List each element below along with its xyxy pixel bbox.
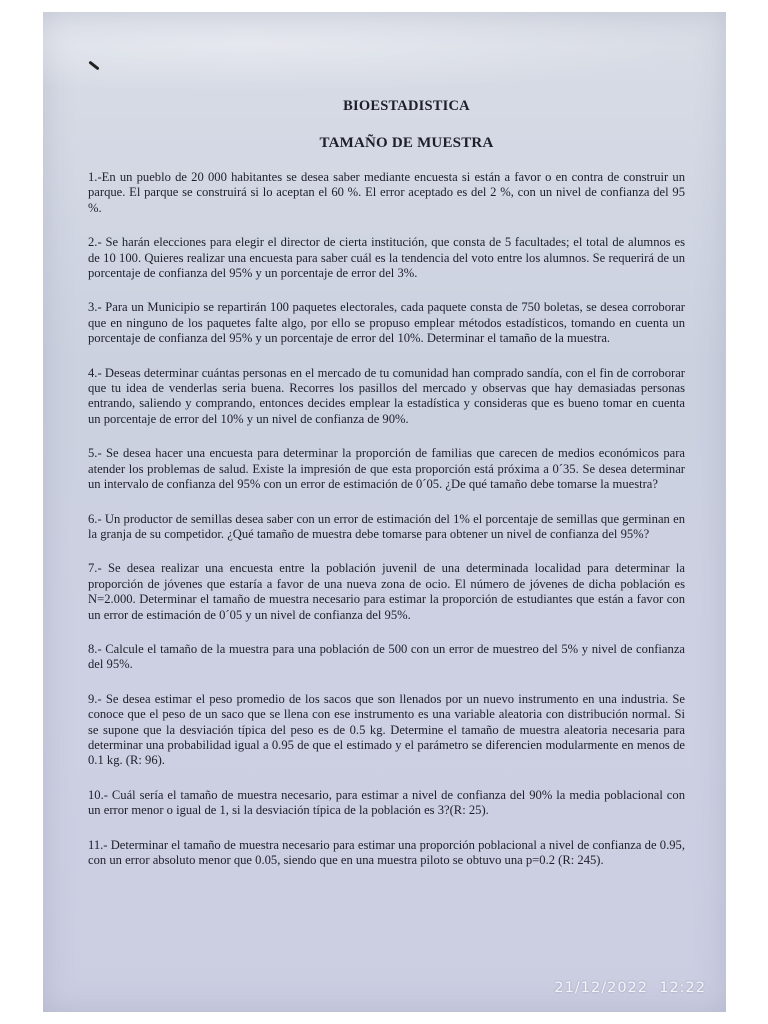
problem-text: Cuál sería el tamaño de muestra necesario, para estimar a nivel de confianza del 90% la media poblacional con un error menor o igual de 1, si la desviación típica de la población es 3?(R: 25). (88, 787, 685, 818)
problem-text: Calcule el tamaño de la muestra para una población de 500 con un error de muestreo del 5% y nivel de confianza del 95%. (88, 641, 685, 672)
problem-text: Deseas determinar cuántas personas en el mercado de tu comunidad han comprado sandía, con el fin de corroborar que tu idea de venderlas seria buena. Recorres los pasillos del mercado y observas que hay demasiadas personas entrando, saliendo y comprando, entonces decides emplear la estadística y consideras que es bueno tomar en cuenta un porcentaje de error del 10% y un nivel de confianza de 90%. (88, 365, 685, 426)
problem-text: Se harán elecciones para elegir el director de cierta institución, que consta de 5 facultades; el total de alumnos es de 10 100. Quieres realizar una encuesta para saber cuál es la tendencia del voto entre los alumnos. Se requerirá de un porcentaje de confianza del 95% y un porcentaje de error del 3%. (88, 235, 685, 281)
problem-7 (88, 561, 685, 623)
problem-number: 6.- (88, 511, 102, 526)
problem-text: En un pueblo de 20 000 habitantes se desea saber mediante encuesta si están a favor o en contra de construir un parque. El parque se construirá si lo aceptan el 60 %. El error aceptado es del 2 %, con un nivel de confianza del 95 %. (88, 170, 685, 215)
problem-number: 3.- (88, 300, 102, 315)
problem-number: 8.- (88, 641, 102, 656)
problem-9 (88, 692, 685, 769)
problem-text: Se desea estimar el peso promedio de los sacos que son llenados por un nuevo instrumento en una industria. Se conoce que el peso de un saco que se llena con ese instrumento es una variable aleatoria con distribución normal. Si se supone que la desviación típica del peso es de 0.5 kg. Determine el tamaño de muestra aleatoria necesaria para determinar una probabilidad igual a 0.95 de que el estimado y el parámetro se diferencien modularmente en menos de 0.1 kg. (R: 96). (88, 691, 685, 768)
problem-number: 2.- (88, 235, 102, 250)
problem-11 (88, 838, 685, 869)
problem-2 (88, 235, 685, 281)
problem-number: 11.- (88, 837, 108, 852)
problem-10 (88, 788, 685, 819)
photo-timestamp: 21/12/2022 12:22 (554, 980, 706, 996)
problem-number: 7.- (88, 561, 102, 576)
problem-text: Se desea hacer una encuesta para determinar la proporción de familias que carecen de medios económicos para atender los problemas de salud. Existe la impresión de que esta proporción está próxima a 0´35. Se desea determinar un intervalo de confianza del 95% con un error de estimación de 0´05. ¿De qué tamaño debe tomarse la muestra? (88, 446, 685, 492)
problem-6 (88, 512, 685, 543)
paper-fold (43, 12, 726, 92)
document-content (88, 96, 685, 887)
problem-number: 9.- (88, 691, 102, 706)
problem-list (88, 170, 685, 868)
document-title: BIOESTADISTICA (343, 98, 470, 114)
problem-1 (88, 170, 685, 216)
problem-number: 4.- (88, 365, 102, 380)
problem-8 (88, 642, 685, 673)
problem-number: 1.- (88, 170, 102, 184)
problem-3 (88, 300, 685, 346)
problem-text: Se desea realizar una encuesta entre la población juvenil de una determinada localidad para determinar la proporción de jóvenes que estaría a favor de una nueva zona de ocio. El número de jóvenes de dicha población es N=2.000. Determinar el tamaño de muestra necesario para estimar la proporción de estudiantes que están a favor con un error de estimación de 0´05 y un nivel de confianza del 95%. (88, 561, 685, 622)
problem-text: Un productor de semillas desea saber con un error de estimación del 1% el porcentaje de semillas que germinan en la granja de su competidor. ¿Qué tamaño de muestra debe tomarse para obtener un nivel de confianza del 95%? (88, 511, 685, 541)
problem-5 (88, 446, 685, 492)
problem-number: 5.- (88, 446, 102, 461)
problem-number: 10.- (88, 787, 108, 802)
problem-4 (88, 366, 685, 428)
problem-text: Para un Municipio se repartirán 100 paquetes electorales, cada paquete consta de 750 boletas, se desea corroborar que en ninguno de los paquetes falte algo, por ello se propuso emplear métodos estadísticos, tomando en cuenta un porcentaje de confianza del 95% y un porcentaje de error del 10%. Determinar el tamaño de la muestra. (88, 300, 685, 346)
problem-text: Determinar el tamaño de muestra necesario para estimar una proporción poblacional a nivel de confianza de 0.95, con un error absoluto menor que 0.05, siendo que en una muestra piloto se obtuvo una p=0.2 (R: 245). (88, 837, 685, 867)
document-subtitle: TAMAÑO DE MUESTRA (319, 135, 494, 151)
